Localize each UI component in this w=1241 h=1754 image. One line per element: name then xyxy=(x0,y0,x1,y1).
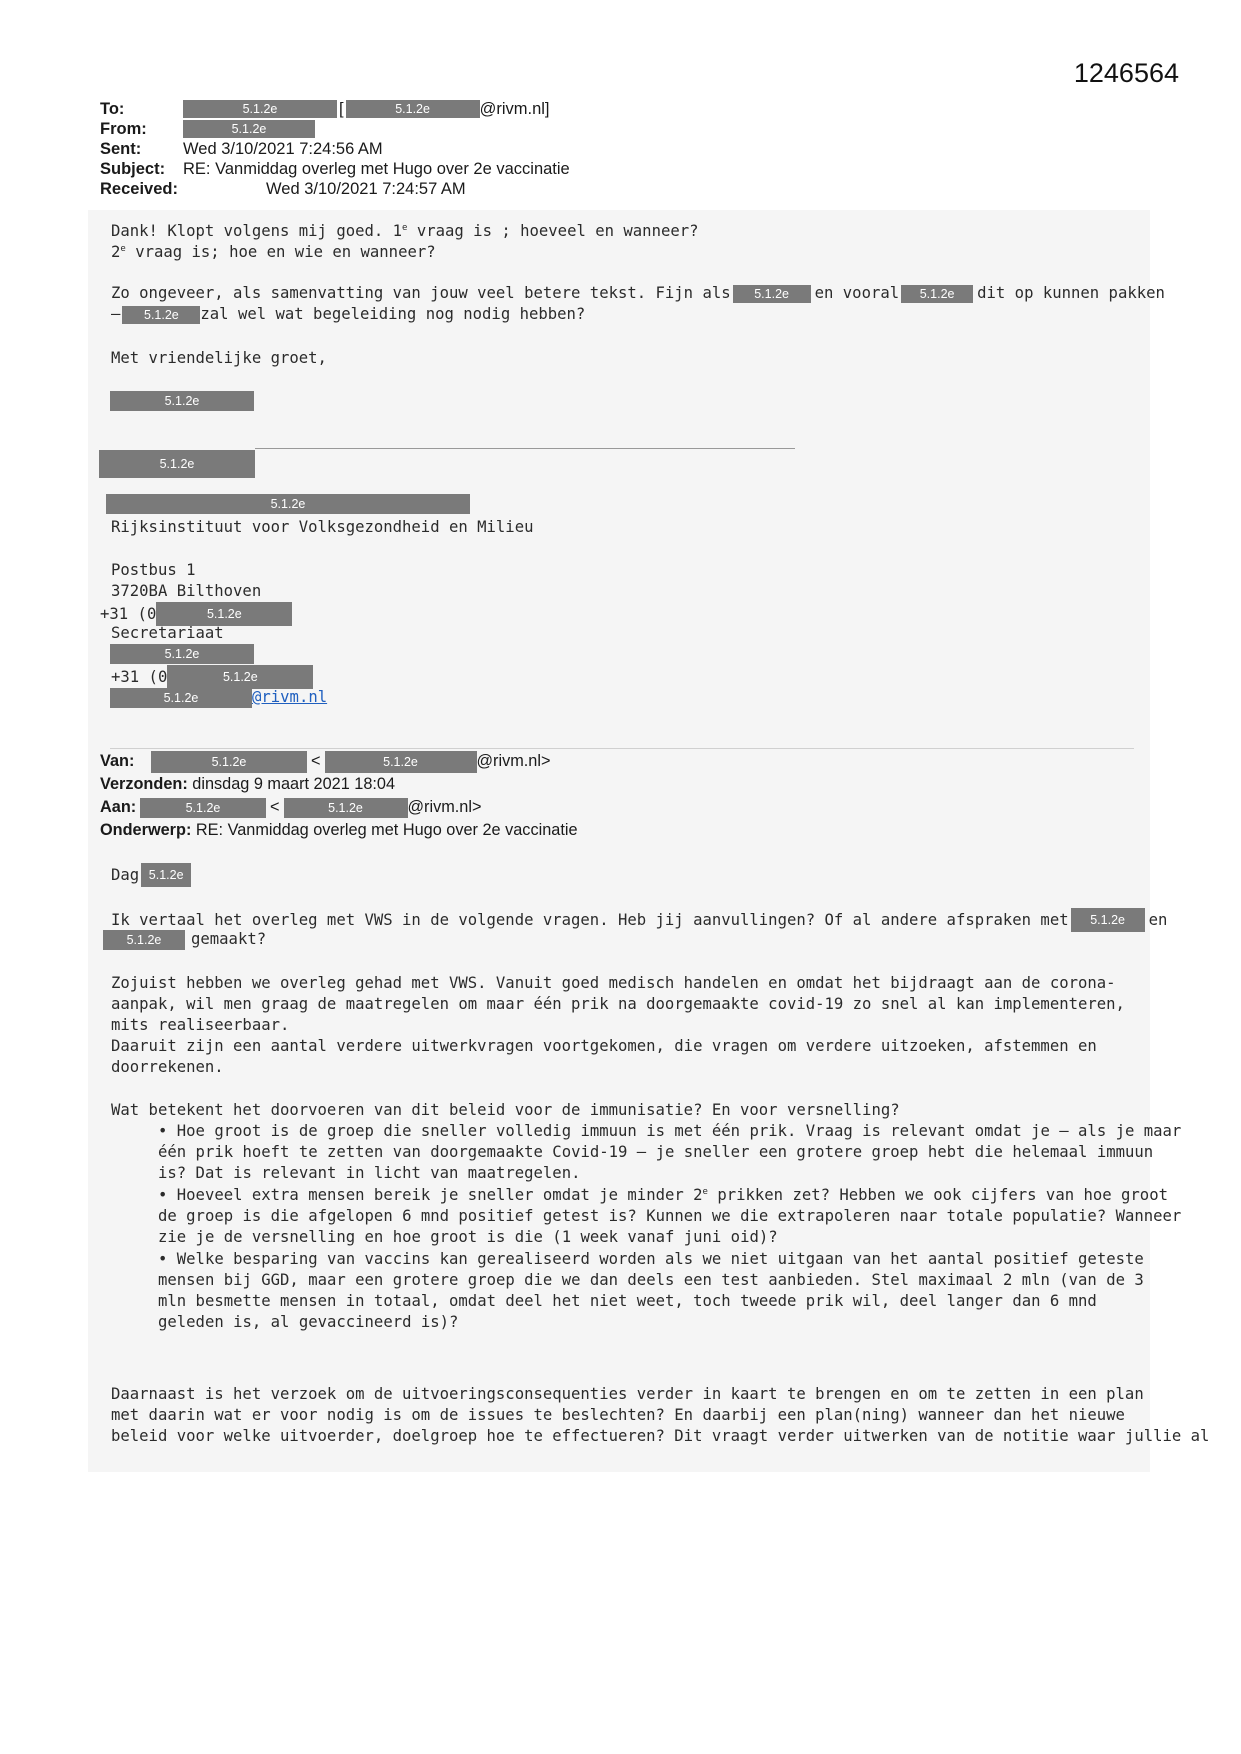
intro-line-2: 5.1.2e gemaakt? xyxy=(103,929,266,950)
redaction-box: 5.1.2e xyxy=(110,391,254,411)
subject-value: RE: Vanmiddag overleg met Hugo over 2e vaccinatie xyxy=(183,160,570,178)
paragraph-2-line-2: met daarin wat er voor nodig is om de issues te beslechten? En daarbij een plan(ning) wanneer dan het nieuwe xyxy=(111,1406,1125,1424)
subject-row xyxy=(100,159,570,179)
verzonden-row: Verzonden: dinsdag 9 maart 2021 18:04 xyxy=(100,775,396,793)
bullet-1-line-2: één prik hoeft te zetten van doorgemaakte Covid-19 – je sneller een grotere groep hebt die helemaal immuun xyxy=(158,1143,1154,1161)
bullet-1-line-3: is? Dat is relevant in licht van maatregelen. xyxy=(158,1164,581,1182)
redaction-box: 5.1.2e xyxy=(346,100,480,118)
received-value: Wed 3/10/2021 7:24:57 AM xyxy=(266,180,466,198)
paragraph-2-line-3: beleid voor welke uitvoerder, doelgroep hoe te effectueren? Dit vraagt verder uitwerken van de notitie waar jullie al xyxy=(111,1427,1210,1445)
redaction-box: 5.1.2e xyxy=(151,751,307,773)
aan-email-suffix: @rivm.nl> xyxy=(407,798,482,816)
to-email-suffix: @rivm.nl] xyxy=(479,100,550,118)
greeting: Met vriendelijke groet, xyxy=(111,349,327,367)
sent-label: Sent: xyxy=(100,140,142,158)
reply-line-4: – 5.1.2e zal wel wat begeleiding nog nodig hebben? xyxy=(111,305,586,323)
received-label: Received: xyxy=(100,180,178,198)
bullet-3-line-1: • Welke besparing van vaccins kan gerealiseerd worden als we niet uitgaan van het aantal positief geteste xyxy=(158,1250,1144,1268)
reply-line-2: 2e vraag is; hoe en wie en wanneer? xyxy=(111,243,436,261)
email-header xyxy=(100,99,570,199)
sent-value: Wed 3/10/2021 7:24:56 AM xyxy=(183,140,383,158)
sent-row xyxy=(100,139,570,159)
redaction-box: 5.1.2e xyxy=(103,930,185,950)
received-row xyxy=(100,179,570,199)
redaction-box: 5.1.2e xyxy=(325,751,477,773)
email-link[interactable]: @rivm.nl xyxy=(252,688,328,706)
paragraph-1-line-4: Daaruit zijn een aantal verdere uitwerkvragen voortgekomen, die vragen om verdere uitzoeken, afstemmen en xyxy=(111,1037,1097,1055)
redaction-box: 5.1.2e xyxy=(733,285,811,303)
van-row: Van: 5.1.2e < 5.1.2e @rivm.nl> xyxy=(100,750,578,773)
aan-row: Aan: 5.1.2e < 5.1.2e @rivm.nl> xyxy=(100,796,578,819)
to-row xyxy=(100,99,570,119)
redaction-box: 5.1.2e xyxy=(99,450,255,478)
redaction-box: 5.1.2e xyxy=(167,665,313,689)
to-label: To: xyxy=(100,100,125,118)
redaction-box: 5.1.2e xyxy=(141,863,191,887)
redaction-box: 5.1.2e xyxy=(284,798,408,818)
bullet-2-line-3: zie je de versnelling en hoe groot is die (1 week vanaf juni oid)? xyxy=(158,1228,778,1246)
intro-line-1: Ik vertaal het overleg met VWS in de volgende vragen. Heb jij aanvullingen? Of al andere afspraken met 5.1.2e en xyxy=(111,908,1167,932)
phone-line-2: +31 (0 5.1.2e xyxy=(111,665,313,689)
redaction-box: 5.1.2e xyxy=(122,306,200,324)
paragraph-1-line-1: Zojuist hebben we overleg gehad met VWS. Vanuit goed medisch handelen en omdat het bijdraagt aan de corona- xyxy=(111,974,1116,992)
phone-line: +31 (0 5.1.2e xyxy=(100,602,292,626)
onderwerp-row: Onderwerp: RE: Vanmiddag overleg met Hugo over 2e vaccinatie xyxy=(100,821,578,839)
bullet-3-line-4: geleden is, al gevaccineerd is)? xyxy=(158,1313,459,1331)
redaction-box: 5.1.2e xyxy=(110,644,254,664)
subject-label: Subject: xyxy=(100,160,166,178)
redaction-box: 5.1.2e xyxy=(110,688,252,708)
paragraph-1-line-5: doorrekenen. xyxy=(111,1058,224,1076)
document-id: 1246564 xyxy=(1073,58,1179,88)
bullet-3-line-3: mln besmette mensen in totaal, omdat deel het niet weet, toch tweede prik wil, deel langer dan 6 mnd xyxy=(158,1292,1097,1310)
signature-separator xyxy=(255,448,795,449)
paragraph-1-line-3: mits realiseerbaar. xyxy=(111,1016,290,1034)
org-name: Rijksinstituut voor Volksgezondheid en Milieu xyxy=(111,518,534,536)
redaction-box: 5.1.2e xyxy=(140,798,266,818)
from-row xyxy=(100,119,570,139)
redaction-box: 5.1.2e xyxy=(901,285,973,303)
reply-line-1: Dank! Klopt volgens mij goed. 1e vraag is ; hoeveel en wanneer? xyxy=(111,222,699,240)
bullet-3-line-2: mensen bij GGD, maar een grotere groep die we dan deels een test aanbieden. Stel maximaal 2 mln (van de 3 xyxy=(158,1271,1144,1289)
redaction-box: 5.1.2e xyxy=(183,120,315,138)
bullet-1-line-1: • Hoe groot is de groep die sneller volledig immuun is met één prik. Vraag is relevant omdat je – als je maar xyxy=(158,1122,1182,1140)
city: 3720BA Bilthoven xyxy=(111,582,262,600)
email-line xyxy=(110,687,327,708)
bullet-2-line-2: de groep is die afgelopen 6 mnd positief getest is? Kunnen we die extrapoleren naar totale populatie? Wanneer xyxy=(158,1207,1182,1225)
redaction-box: 5.1.2e xyxy=(106,494,470,514)
reply-line-3: Zo ongeveer, als samenvatting van jouw veel betere tekst. Fijn als 5.1.2e en vooral 5.1.2e dit op kunnen pakken xyxy=(111,284,1165,302)
redaction-box: 5.1.2e xyxy=(183,100,337,118)
message-divider xyxy=(110,748,1134,749)
bracket-open: [ xyxy=(339,100,344,118)
postbus: Postbus 1 xyxy=(111,561,196,579)
question-intro: Wat betekent het doorvoeren van dit beleid voor de immunisatie? En voor versnelling? xyxy=(111,1101,900,1119)
dag-line: Dag 5.1.2e xyxy=(111,863,191,887)
redaction-box: 5.1.2e xyxy=(156,602,292,626)
paragraph-1-line-2: aanpak, wil men graag de maatregelen om maar één prik na doorgemaakte covid-19 zo snel al kan implementeren, xyxy=(111,995,1125,1013)
forwarded-header xyxy=(100,750,578,842)
paragraph-2-line-1: Daarnaast is het verzoek om de uitvoeringsconsequenties verder in kaart te brengen en om te zetten in een plan xyxy=(111,1385,1144,1403)
van-email-suffix: @rivm.nl> xyxy=(476,752,551,770)
secretariat: Secretariaat xyxy=(111,624,224,642)
redaction-box: 5.1.2e xyxy=(1071,908,1145,932)
from-label: From: xyxy=(100,120,147,138)
bullet-2-line-1: • Hoeveel extra mensen bereik je sneller omdat je minder 2e prikken zet? Hebben we ook cijfers van hoe groot xyxy=(158,1186,1168,1204)
